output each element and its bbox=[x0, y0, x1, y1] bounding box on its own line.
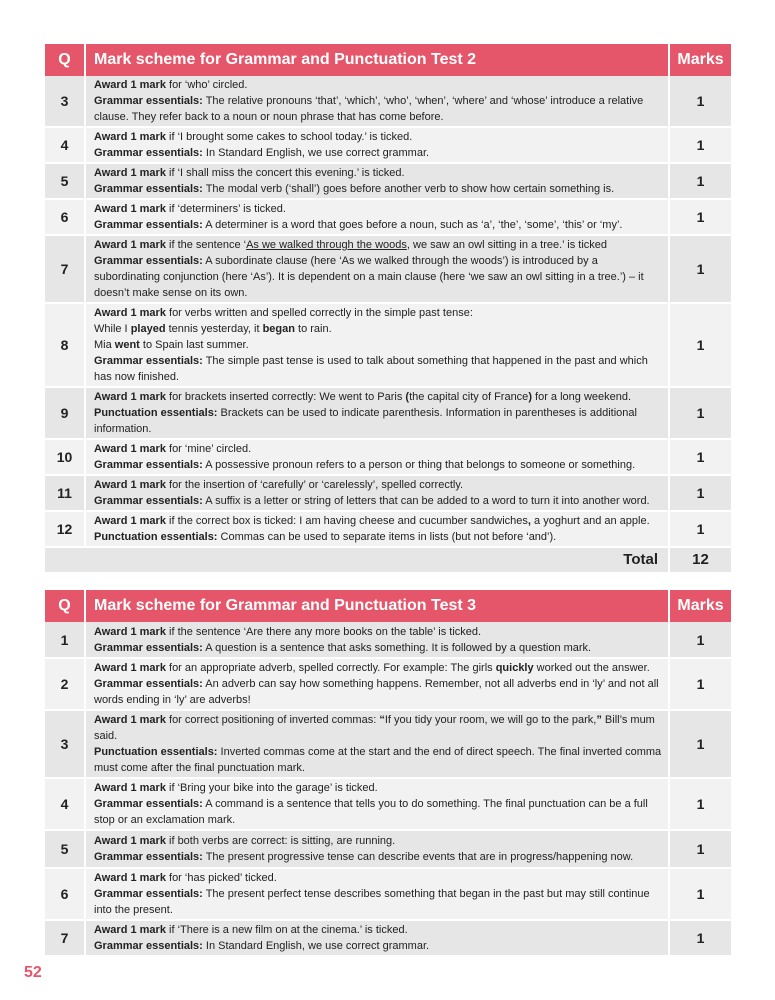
column-header-marks: Marks bbox=[669, 44, 731, 76]
total-value: 12 bbox=[669, 547, 731, 573]
question-number: 6 bbox=[45, 199, 85, 235]
mark-scheme-table-test-2 bbox=[45, 44, 731, 574]
marks-value: 1 bbox=[669, 830, 731, 868]
mark-scheme-text: Award 1 mark for the insertion of ‘carefully’ or ‘carelessly’, spelled correctly. Grammar essentials: A suffix is a letter or string of letters that can be added to a word to turn it into another word. bbox=[85, 475, 669, 511]
table-row bbox=[45, 387, 731, 439]
question-number: 1 bbox=[45, 622, 85, 658]
question-number: 5 bbox=[45, 163, 85, 199]
table-row bbox=[45, 235, 731, 303]
marks-value: 1 bbox=[669, 235, 731, 303]
marks-value: 1 bbox=[669, 868, 731, 920]
total-label: Total bbox=[45, 547, 669, 573]
question-number: 7 bbox=[45, 235, 85, 303]
table-row bbox=[45, 830, 731, 868]
mark-scheme-text: Award 1 mark for correct positioning of inverted commas: “If you tidy your room, we will go to the park,” Bill’s mum said. Punctuation essentials: Inverted commas come at the start and the end of direct speech. The final inverted comma must come after the final punctuation mark. bbox=[85, 710, 669, 778]
table-row bbox=[45, 778, 731, 830]
question-number: 10 bbox=[45, 439, 85, 475]
mark-scheme-table-test-3 bbox=[45, 590, 731, 957]
column-header-q: Q bbox=[45, 590, 85, 622]
mark-scheme-text: Award 1 mark for ‘who’ circled. Grammar essentials: The relative pronouns ‘that’, ‘which’, ‘who’, ‘when’, ‘where’ and ‘whose’ introduce a relative clause. They refer back to a noun or noun phrase that has come before. bbox=[85, 76, 669, 127]
mark-scheme-text: Award 1 mark if the correct box is ticked: I am having cheese and cucumber sandwiches, a yoghurt and an apple. Punctuation essentials: Commas can be used to separate items in lists (but not before ‘and’). bbox=[85, 511, 669, 547]
mark-scheme-text: Award 1 mark if ‘There is a new film on at the cinema.’ is ticked. Grammar essentials: In Standard English, we use correct grammar. bbox=[85, 920, 669, 956]
marks-value: 1 bbox=[669, 163, 731, 199]
table-header-row bbox=[45, 590, 731, 622]
mark-scheme-text: Award 1 mark for an appropriate adverb, spelled correctly. For example: The girls quickly worked out the answer. Grammar essentials: An adverb can say how something happens. Remember, not all adverbs end in ‘ly’ and not all words ending in ‘ly’ are adverbs! bbox=[85, 658, 669, 710]
question-number: 6 bbox=[45, 868, 85, 920]
question-number: 4 bbox=[45, 127, 85, 163]
mark-scheme-text: Award 1 mark if both verbs are correct: is sitting, are running. Grammar essentials: The present progressive tense can describe events that are in progress/happening now. bbox=[85, 830, 669, 868]
mark-scheme-text: Award 1 mark if ‘determiners’ is ticked. Grammar essentials: A determiner is a word that goes before a noun, such as ‘a’, ‘the’, ‘some’, ‘this’ or ‘my’. bbox=[85, 199, 669, 235]
table-row bbox=[45, 76, 731, 127]
mark-scheme-text: Award 1 mark if ‘I shall miss the concert this evening.’ is ticked. Grammar essentials: The modal verb (‘shall’) goes before another verb to show how certain something is. bbox=[85, 163, 669, 199]
table-row bbox=[45, 475, 731, 511]
mark-scheme-text: Award 1 mark if ‘Bring your bike into the garage’ is ticked. Grammar essentials: A command is a sentence that tells you to do something. The final punctuation can be a full stop or an exclamation mark. bbox=[85, 778, 669, 830]
question-number: 9 bbox=[45, 387, 85, 439]
question-number: 12 bbox=[45, 511, 85, 547]
marks-value: 1 bbox=[669, 778, 731, 830]
total-row bbox=[45, 547, 731, 573]
question-number: 8 bbox=[45, 303, 85, 387]
mark-scheme-text: Award 1 mark if the sentence ‘Are there any more books on the table’ is ticked. Grammar essentials: A question is a sentence that asks something. It is followed by a question mark. bbox=[85, 622, 669, 658]
table-row bbox=[45, 658, 731, 710]
marks-value: 1 bbox=[669, 199, 731, 235]
question-number: 2 bbox=[45, 658, 85, 710]
mark-scheme-text: Award 1 mark for verbs written and spelled correctly in the simple past tense: While I played tennis yesterday, it began to rain. Mia went to Spain last summer. Grammar essentials: The simple past tense is used to talk about something that happened in the past and which has now finished. bbox=[85, 303, 669, 387]
column-header-q: Q bbox=[45, 44, 85, 76]
mark-scheme-text: Award 1 mark if the sentence ‘As we walked through the woods, we saw an owl sitting in a tree.’ is ticked Grammar essentials: A subordinate clause (here ‘As we walked through the woods’) is introduced by a subordinating conjunction (here ‘As’). It is dependent on a main clause (here ‘we saw an owl sitting in a tree.’) – it doesn’t make sense on its own. bbox=[85, 235, 669, 303]
question-number: 7 bbox=[45, 920, 85, 956]
marks-value: 1 bbox=[669, 511, 731, 547]
marks-value: 1 bbox=[669, 127, 731, 163]
question-number: 4 bbox=[45, 778, 85, 830]
question-number: 5 bbox=[45, 830, 85, 868]
marks-value: 1 bbox=[669, 475, 731, 511]
column-header-marks: Marks bbox=[669, 590, 731, 622]
table-row bbox=[45, 622, 731, 658]
table-header-row bbox=[45, 44, 731, 76]
marks-value: 1 bbox=[669, 622, 731, 658]
mark-scheme-text: Award 1 mark if ‘I brought some cakes to school today.’ is ticked. Grammar essentials: In Standard English, we use correct grammar. bbox=[85, 127, 669, 163]
question-number: 3 bbox=[45, 710, 85, 778]
marks-value: 1 bbox=[669, 76, 731, 127]
mark-scheme-text: Award 1 mark for ‘has picked’ ticked. Grammar essentials: The present perfect tense describes something that began in the past but may still continue into the present. bbox=[85, 868, 669, 920]
mark-scheme-text: Award 1 mark for ‘mine’ circled. Grammar essentials: A possessive pronoun refers to a person or thing that belongs to someone or something. bbox=[85, 439, 669, 475]
marks-value: 1 bbox=[669, 710, 731, 778]
table-title: Mark scheme for Grammar and Punctuation Test 3 bbox=[85, 590, 669, 622]
page-number: 52 bbox=[24, 964, 42, 981]
mark-scheme-text: Award 1 mark for brackets inserted correctly: We went to Paris (the capital city of France) for a long weekend. Punctuation essentials: Brackets can be used to indicate parenthesis. Information in parentheses is additional information. bbox=[85, 387, 669, 439]
table-row bbox=[45, 868, 731, 920]
table-row bbox=[45, 127, 731, 163]
table-row bbox=[45, 710, 731, 778]
table-row bbox=[45, 511, 731, 547]
table-row bbox=[45, 920, 731, 956]
table-row bbox=[45, 303, 731, 387]
table-title: Mark scheme for Grammar and Punctuation Test 2 bbox=[85, 44, 669, 76]
table-row bbox=[45, 439, 731, 475]
marks-value: 1 bbox=[669, 439, 731, 475]
marks-value: 1 bbox=[669, 658, 731, 710]
question-number: 3 bbox=[45, 76, 85, 127]
marks-value: 1 bbox=[669, 920, 731, 956]
underlined-clause: As we walked through the woods bbox=[246, 239, 407, 251]
question-number: 11 bbox=[45, 475, 85, 511]
marks-value: 1 bbox=[669, 387, 731, 439]
marks-value: 1 bbox=[669, 303, 731, 387]
table-row bbox=[45, 163, 731, 199]
table-row bbox=[45, 199, 731, 235]
